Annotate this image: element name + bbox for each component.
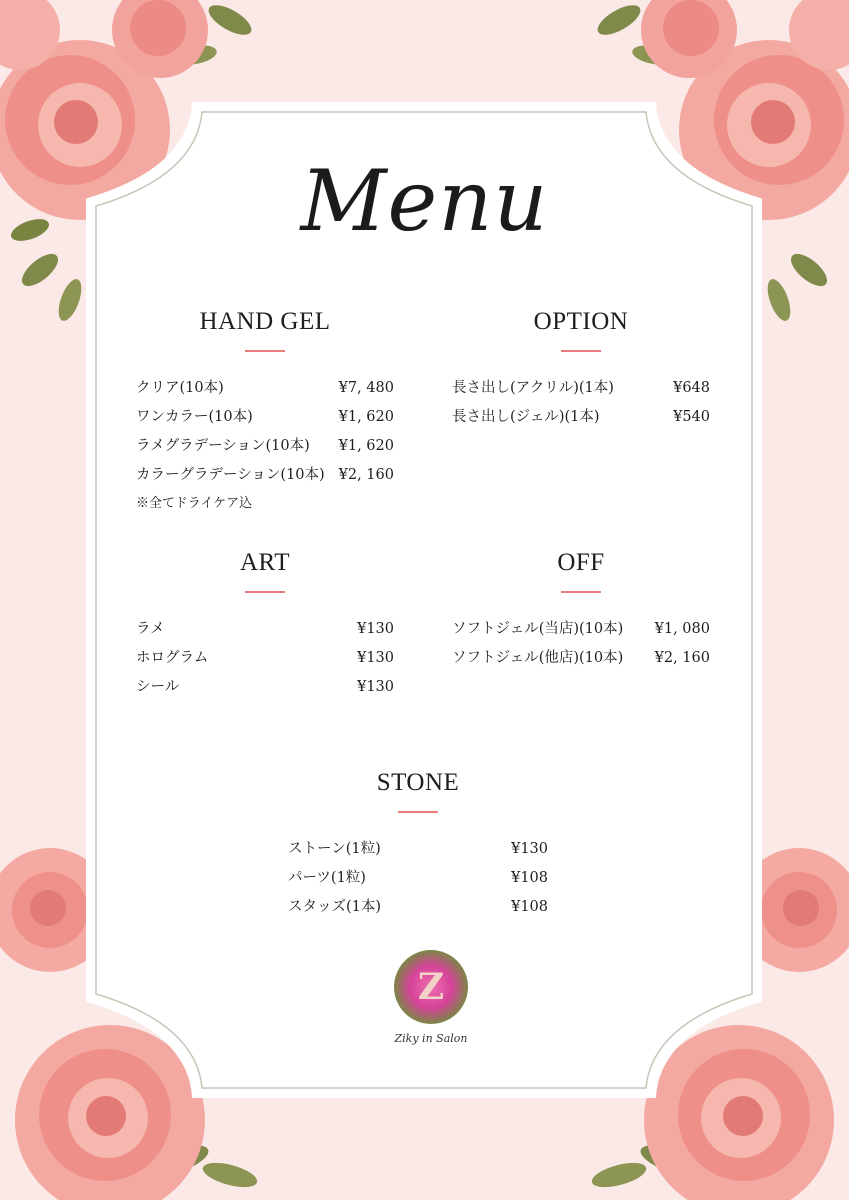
menu-item — [288, 864, 548, 893]
item-price: ¥130 — [357, 621, 394, 637]
menu-item — [452, 403, 710, 432]
menu-item — [136, 644, 394, 673]
rose-wreath-logo-icon — [394, 950, 468, 1024]
item-price: ¥648 — [673, 380, 710, 396]
item-price: ¥130 — [511, 841, 548, 857]
item-name: ホログラム — [136, 650, 209, 666]
item-name: ソフトジェル(当店)(10本) — [452, 621, 624, 637]
section-heading: HAND GEL — [199, 308, 331, 335]
section-art — [136, 549, 394, 702]
item-name: 長さ出し(ジェル)(1本) — [452, 409, 600, 425]
item-name: シール — [136, 679, 180, 695]
section-off — [452, 549, 710, 673]
menu-item — [136, 374, 394, 403]
menu-item — [288, 835, 548, 864]
item-name: ソフトジェル(他店)(10本) — [452, 650, 624, 666]
item-name: 長さ出し(アクリル)(1本) — [452, 380, 614, 396]
section-heading: OPTION — [533, 308, 629, 335]
section-divider — [561, 350, 601, 352]
section-note: ※全てドライケア込 — [136, 496, 253, 511]
section-heading: OFF — [557, 549, 605, 576]
item-name: クリア(10本) — [136, 380, 224, 396]
item-price: ¥108 — [511, 899, 548, 915]
section-divider — [245, 350, 285, 352]
menu-item — [136, 615, 394, 644]
menu-item — [452, 615, 710, 644]
menu-item — [136, 403, 394, 432]
menu-item — [288, 893, 548, 922]
item-name: カラーグラデーション(10本) — [136, 467, 325, 483]
item-price: ¥2, 160 — [654, 650, 710, 666]
item-price: ¥1, 080 — [654, 621, 710, 637]
item-price: ¥540 — [673, 409, 710, 425]
logo-text: Ziky in Salon — [394, 1032, 468, 1045]
section-heading: STONE — [376, 769, 460, 796]
section-hand-gel — [136, 308, 394, 511]
item-price: ¥1, 620 — [338, 409, 394, 425]
salon-logo — [385, 950, 477, 1060]
menu-item — [136, 461, 394, 490]
section-stone — [288, 769, 548, 922]
section-divider — [398, 811, 438, 813]
item-price: ¥108 — [511, 870, 548, 886]
item-name: ストーン(1粒) — [288, 841, 381, 857]
logo-letter: Z — [417, 966, 445, 1008]
menu-item — [136, 432, 394, 461]
section-divider — [561, 591, 601, 593]
item-price: ¥130 — [357, 650, 394, 666]
item-name: ワンカラー(10本) — [136, 409, 253, 425]
item-price: ¥130 — [357, 679, 394, 695]
item-price: ¥7, 480 — [338, 380, 394, 396]
item-name: スタッズ(1本) — [288, 899, 382, 915]
section-divider — [245, 591, 285, 593]
menu-item — [136, 673, 394, 702]
item-name: ラメグラデーション(10本) — [136, 438, 310, 454]
item-name: ラメ — [136, 621, 165, 637]
item-price: ¥1, 620 — [338, 438, 394, 454]
menu-item — [452, 644, 710, 673]
section-option — [452, 308, 710, 432]
menu-item — [452, 374, 710, 403]
item-price: ¥2, 160 — [338, 467, 394, 483]
section-heading: ART — [240, 549, 290, 576]
page-title: Menu — [300, 152, 549, 250]
item-name: パーツ(1粒) — [288, 870, 366, 886]
